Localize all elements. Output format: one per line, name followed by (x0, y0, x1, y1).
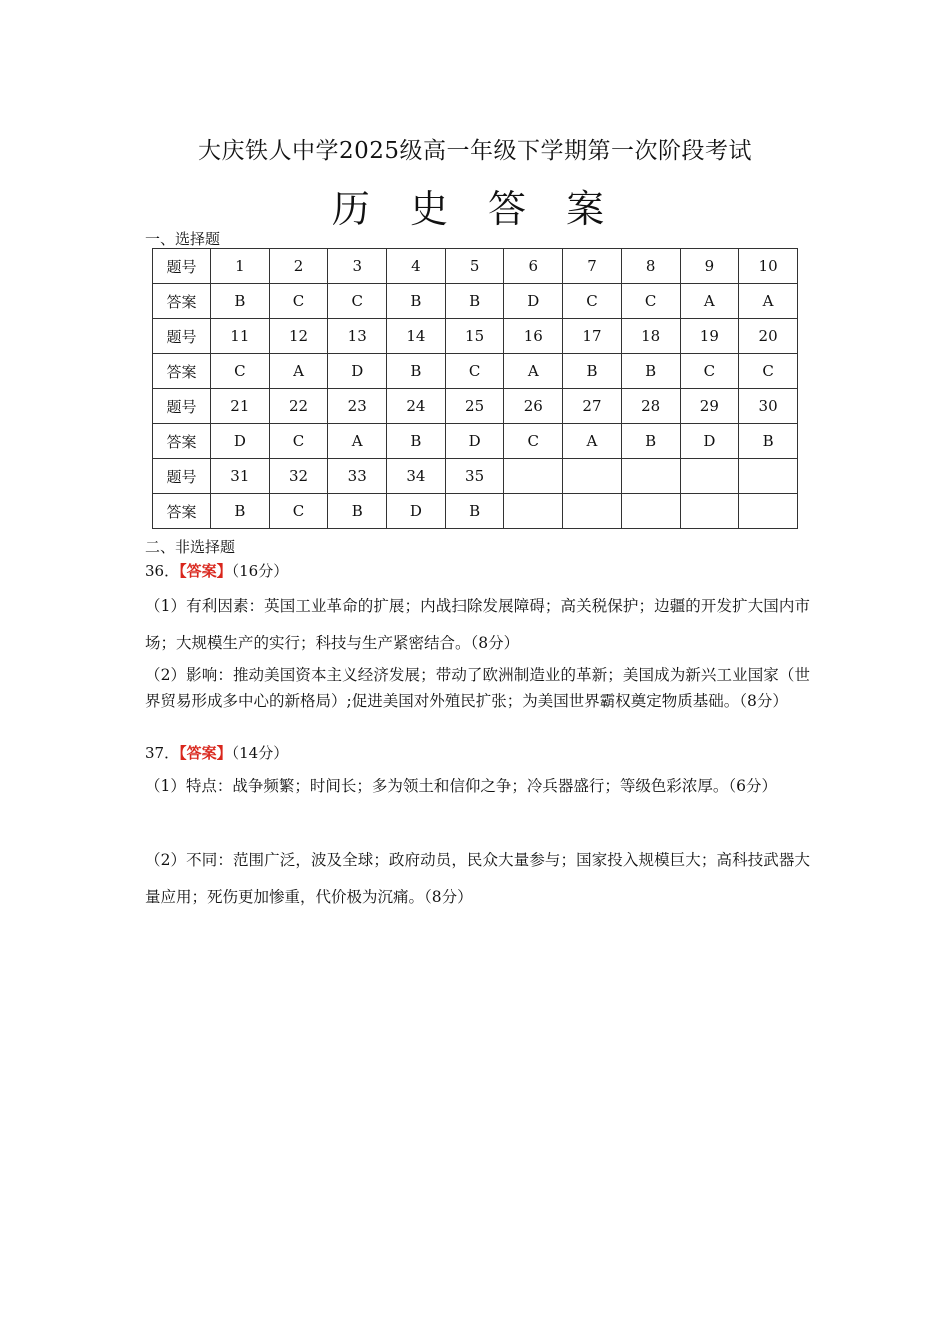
answer-cell: B (328, 494, 387, 529)
question-36-part-2: （2）影响：推动美国资本主义经济发展；带动了欧洲制造业的革新；美国成为新兴工业国家（世界贸易形成多中心的新格局）;促进美国对外殖民扩张；为美国世界霸权奠定物质基础。（8分） (145, 666, 810, 710)
question-number-cell: 27 (563, 389, 622, 424)
answer-cell: A (739, 284, 798, 319)
row-header-answer: 答案 (153, 424, 211, 459)
answer-row (153, 354, 798, 389)
row-header-answer: 答案 (153, 494, 211, 529)
question-number-cell: 4 (387, 249, 446, 284)
answer-cell: D (445, 424, 504, 459)
answer-cell: C (328, 284, 387, 319)
question-number-cell: 7 (563, 249, 622, 284)
question-36-header (145, 560, 288, 581)
question-number-row (153, 319, 798, 354)
answer-cell: C (563, 284, 622, 319)
answer-cell: C (269, 284, 328, 319)
row-header-question: 题号 (153, 319, 211, 354)
question-number-cell: 14 (387, 319, 446, 354)
question-number-row (153, 249, 798, 284)
answer-tag: 【答案】 (179, 562, 232, 580)
question-number-cell: 3 (328, 249, 387, 284)
answer-cell (563, 494, 622, 529)
answer-cell: D (328, 354, 387, 389)
answer-cell: C (269, 424, 328, 459)
answer-cell: D (504, 284, 563, 319)
answer-cell: C (211, 354, 270, 389)
question-number-cell: 31 (211, 459, 270, 494)
question-number-cell: 9 (680, 249, 739, 284)
answer-cell (504, 494, 563, 529)
question-number-cell: 26 (504, 389, 563, 424)
answer-cell: B (621, 354, 680, 389)
exam-title: 大庆铁人中学2025级高一年级下学期第一次阶段考试 (197, 138, 753, 164)
question-number-cell (621, 459, 680, 494)
answer-cell: B (621, 424, 680, 459)
answer-cell: B (445, 494, 504, 529)
question-number-cell: 8 (621, 249, 680, 284)
question-number-cell: 28 (621, 389, 680, 424)
question-36-part-1: （1）有利因素：英国工业革命的扩展；内战扫除发展障碍；高关税保护；边疆的开发扩大国内市场；大规模生产的实行；科技与生产紧密结合。（8分） (145, 597, 810, 652)
answer-cell: B (387, 284, 446, 319)
answer-cell (680, 494, 739, 529)
row-header-question: 题号 (153, 459, 211, 494)
answer-cell (739, 494, 798, 529)
answer-cell (621, 494, 680, 529)
row-header-answer: 答案 (153, 284, 211, 319)
answer-cell: B (211, 284, 270, 319)
answer-cell: A (328, 424, 387, 459)
question-37-header (145, 742, 288, 763)
answer-cell: B (387, 424, 446, 459)
question-number-cell: 2 (269, 249, 328, 284)
answer-row (153, 424, 798, 459)
question-number-cell: 32 (269, 459, 328, 494)
question-number-cell: 16 (504, 319, 563, 354)
answer-cell: A (680, 284, 739, 319)
answer-cell: A (563, 424, 622, 459)
question-number-cell: 23 (328, 389, 387, 424)
answer-cell: A (504, 354, 563, 389)
question-number-cell: 35 (445, 459, 504, 494)
question-number-cell: 22 (269, 389, 328, 424)
question-number-cell: 33 (328, 459, 387, 494)
row-header-question: 题号 (153, 389, 211, 424)
question-number-row (153, 459, 798, 494)
answer-cell: C (621, 284, 680, 319)
question-number-cell: 6 (504, 249, 563, 284)
question-37-part-2: （2）不同：范围广泛，波及全球；政府动员，民众大量参与；国家投入规模巨大；高科技武器大量应用；死伤更加惨重，代价极为沉痛。（8分） (145, 851, 810, 906)
question-number: 36． (145, 562, 180, 580)
question-number-cell: 5 (445, 249, 504, 284)
question-number-cell: 25 (445, 389, 504, 424)
question-number-cell: 30 (739, 389, 798, 424)
answer-cell: C (680, 354, 739, 389)
question-number: 37． (145, 744, 180, 762)
answer-cell: C (504, 424, 563, 459)
question-score: （14分） (231, 744, 289, 762)
question-number-cell: 19 (680, 319, 739, 354)
question-number-cell (680, 459, 739, 494)
answer-cell: D (680, 424, 739, 459)
question-number-row (153, 389, 798, 424)
question-number-cell (504, 459, 563, 494)
answer-key-table (152, 248, 798, 529)
question-number-cell: 15 (445, 319, 504, 354)
question-37-part-1: （1）特点：战争频繁；时间长；多为领土和信仰之争；冷兵器盛行；等级色彩浓厚。（6分） (145, 777, 777, 795)
answer-cell: D (387, 494, 446, 529)
answer-row (153, 494, 798, 529)
question-number-cell: 20 (739, 319, 798, 354)
answer-cell: D (211, 424, 270, 459)
question-number-cell: 13 (328, 319, 387, 354)
question-number-cell: 21 (211, 389, 270, 424)
answer-cell: B (445, 284, 504, 319)
answer-cell: B (563, 354, 622, 389)
answer-cell: B (739, 424, 798, 459)
answer-tag: 【答案】 (179, 744, 232, 762)
answer-row (153, 284, 798, 319)
answer-cell: C (445, 354, 504, 389)
answer-cell: B (387, 354, 446, 389)
question-number-cell: 18 (621, 319, 680, 354)
answer-cell: A (269, 354, 328, 389)
row-header-answer: 答案 (153, 354, 211, 389)
question-number-cell (563, 459, 622, 494)
question-number-cell: 12 (269, 319, 328, 354)
question-number-cell: 34 (387, 459, 446, 494)
question-number-cell: 29 (680, 389, 739, 424)
question-number-cell: 17 (563, 319, 622, 354)
answer-cell: C (269, 494, 328, 529)
row-header-question: 题号 (153, 249, 211, 284)
answer-cell: B (211, 494, 270, 529)
section-non-choice-label: 二、非选择题 (145, 538, 236, 556)
answer-cell: C (739, 354, 798, 389)
question-number-cell: 1 (211, 249, 270, 284)
question-number-cell: 10 (739, 249, 798, 284)
subject-title: 历 史 答 案 (331, 187, 619, 231)
question-number-cell: 11 (211, 319, 270, 354)
question-number-cell: 24 (387, 389, 446, 424)
section-multiple-choice-label: 一、选择题 (145, 230, 221, 248)
question-score: （16分） (231, 562, 289, 580)
question-number-cell (739, 459, 798, 494)
